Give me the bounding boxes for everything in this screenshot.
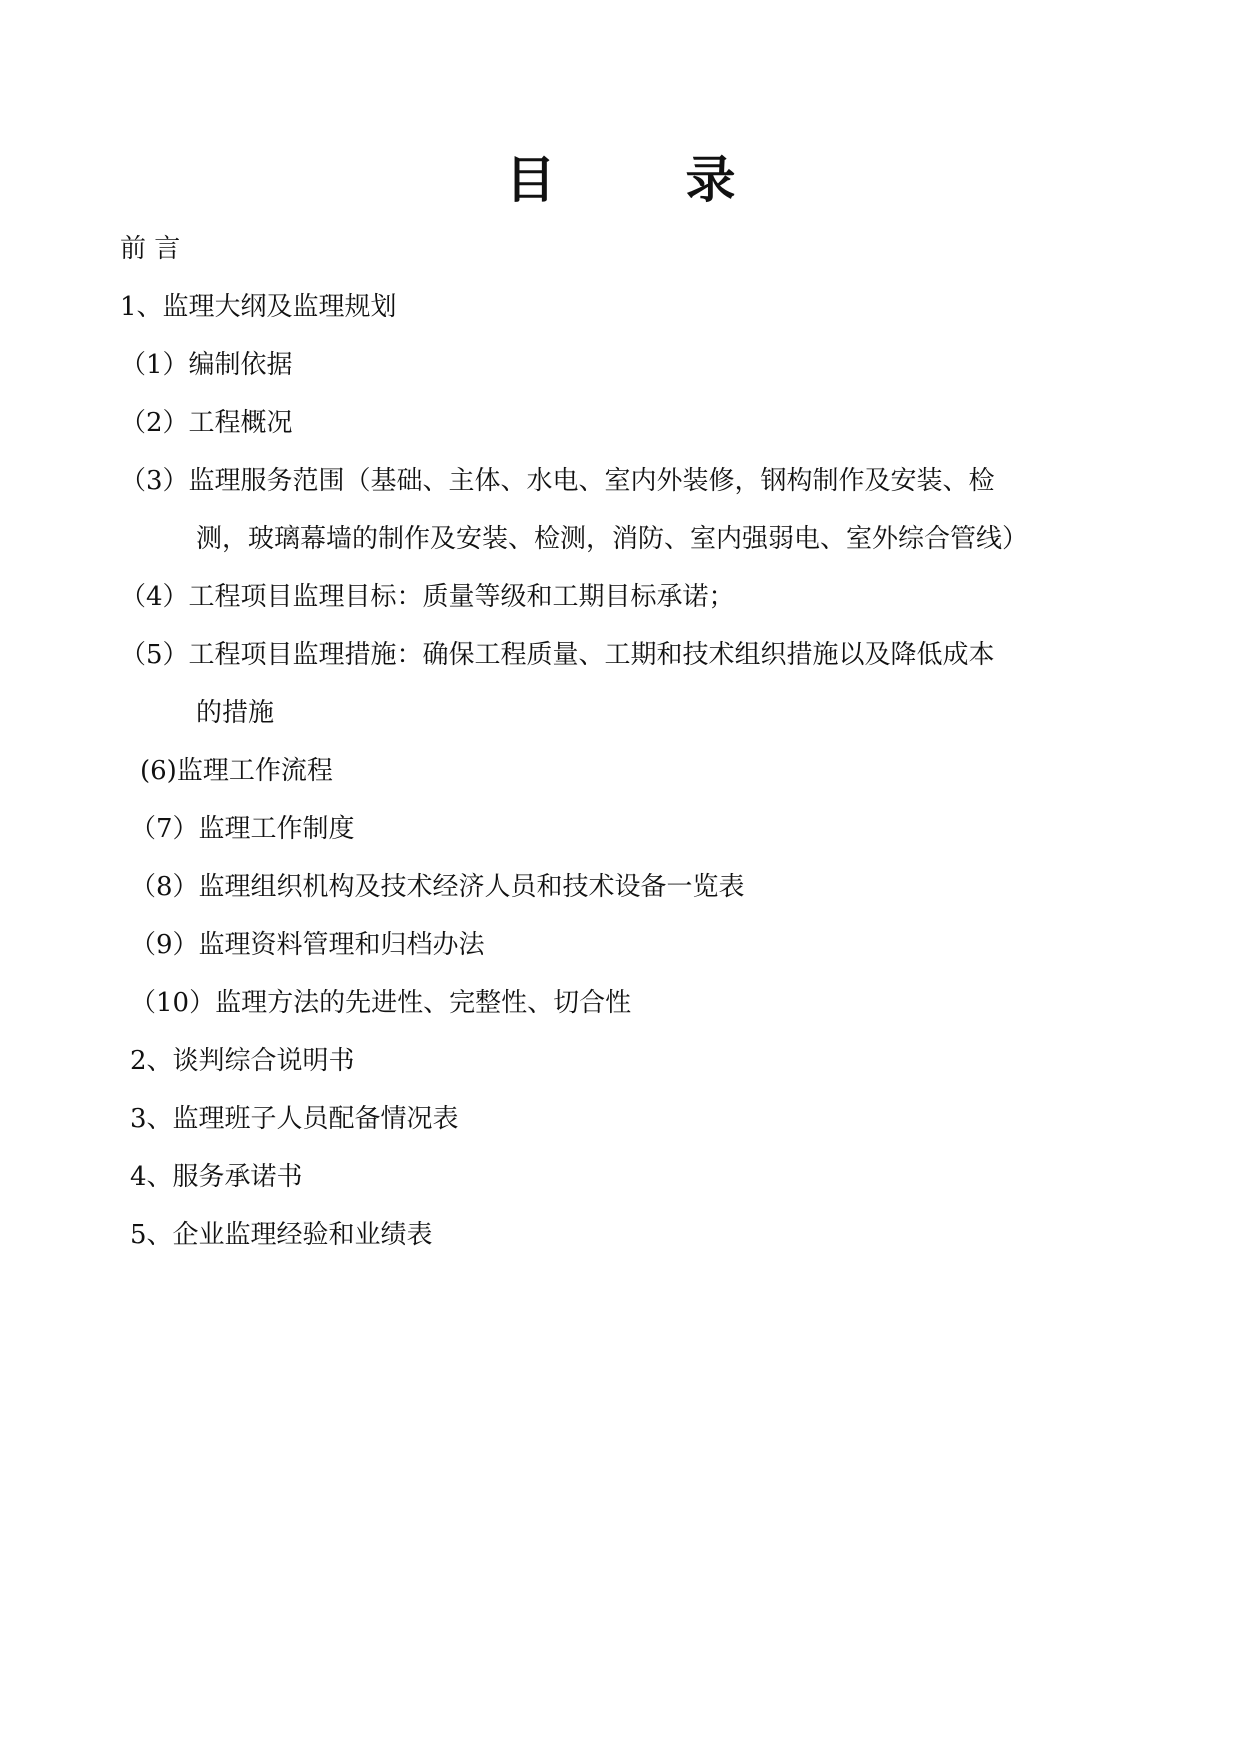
toc-entry-1-4: （4）工程项目监理目标：质量等级和工期目标承诺； [120,582,735,612]
toc-entry-1-3: （3）监理服务范围（基础、主体、水电、室内外装修，钢构制作及安装、检 [120,466,995,496]
toc-entry-1: 1、监理大纲及监理规划 [120,292,397,322]
toc-entry-1-5-continued: 的措施 [196,698,275,728]
toc-entry-1-10: （10）监理方法的先进性、完整性、切合性 [130,988,632,1018]
toc-entry-2: 2、谈判综合说明书 [130,1046,355,1076]
toc-entry-1-7: （7）监理工作制度 [130,814,355,844]
toc-entry-1-3-continued: 测，玻璃幕墙的制作及安装、检测，消防、室内强弱电、室外综合管线） [196,524,1029,554]
toc-entry-1-6: (6)监理工作流程 [140,756,333,786]
toc-entry-4: 4、服务承诺书 [130,1162,303,1192]
toc-entry-5: 5、企业监理经验和业绩表 [130,1220,433,1250]
toc-entry-1-1: （1）编制依据 [120,350,293,380]
toc-entry-1-2: （2）工程概况 [120,408,293,438]
toc-entry-1-9: （9）监理资料管理和归档办法 [130,930,485,960]
toc-entry-3: 3、监理班子人员配备情况表 [130,1104,459,1134]
toc-entry-1-8: （8）监理组织机构及技术经济人员和技术设备一览表 [130,872,745,902]
toc-title: 目 录 [505,150,776,209]
toc-entry-1-5: （5）工程项目监理措施：确保工程质量、工期和技术组织措施以及降低成本 [120,640,995,670]
toc-entry-preface: 前 言 [120,234,181,264]
